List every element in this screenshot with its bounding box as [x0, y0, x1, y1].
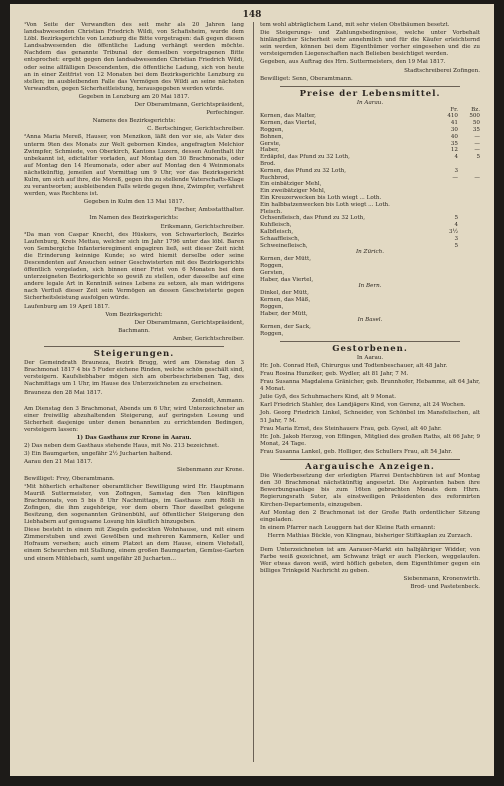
price-row: [260, 175, 480, 182]
price-value: 410: [447, 113, 458, 120]
auction-item: 2) Das neben dem Gasthaus stehende Haus, mit No. 213 bezeichnet.: [24, 443, 220, 450]
signature: Bachmann.: [118, 327, 150, 334]
price-row: [260, 297, 480, 304]
price-item: Kernen, der Sack,: [260, 324, 311, 331]
price-item: Gersten,: [260, 269, 285, 276]
price-subheading: In Basel.: [357, 317, 383, 324]
price-item: Ein zweibätziger Mehl,: [260, 188, 326, 195]
death-entry: Frau Rosina Hunziker, geb. Wydler, alt 81 Jahr, 7 M.: [260, 371, 409, 378]
signature: C. Bertschinger, Gerichtschreiber.: [147, 126, 244, 133]
announcement: Dem Unterzeichneten ist am Aarauer-Markt ein halbjähriger Widder, von Farbe weiß gezeichnet, am Schwanz trägt er auch Flecken, weggelaufen. Wer etwas davon weiß, wird höflich gebeten, dem Eigenthümer gegen ein billiges Trinkgeld Nachricht zu geben.: [260, 546, 480, 575]
approval-note: Bewilliget: Senn, Oberamtmann.: [260, 75, 353, 82]
price-value: [458, 215, 480, 222]
signature: Siebenmann zur Krone.: [177, 467, 244, 474]
price-item: Fleisch.: [260, 208, 283, 215]
price-value: [458, 195, 480, 202]
price-item: Haber, der Mütt,: [260, 310, 308, 317]
notice-wildi: ¹Von Seite der Verwandten des seit mehr als 20 Jahren lang landsabwesenden Christian Friedrich Wildi, von Schafisheim, wurde dem Löbl. Bezirksgerichte von Lenzburg die Bitte vorgetragen: daß gegen diesen Landsabwesenden die öffentliche Ladung verhängt werden möchte. Nachdem das genannte Tribunal der demselben vorgetragenen Bitte entsprochet: ergeht gegen den landsabwesenden Christian Friedrich Wildi, oder seine allfälligen Descendenten, die öffentliche Ladung, sich von heute an in einer Zeitfrist von 12 Monaten bei dem Bezirksgerichte Lenzburg zu stellen; im ausbleibenden Falle das Vermögen des Wildi an seine nächsten Verwandten, gegen Sicherheitleistung, herausgegeben werden würde.: [24, 22, 244, 92]
price-value: [458, 181, 480, 188]
price-value: [458, 256, 480, 263]
price-value: 5: [454, 242, 458, 249]
signature: Perfechinger.: [206, 110, 244, 117]
price-value: [458, 243, 480, 250]
price-value: [436, 256, 458, 263]
death-entry: Hr. Joh. Conrad Heß, Chirurgus und Todtenbeschauer, alt 48 Jahr.: [260, 362, 448, 369]
price-value: [458, 331, 480, 338]
signature: Der Oberamtmann, Gerichtspräsident,: [134, 319, 244, 326]
auction-notice: Der Gemeindrath Brauneza, Bezirk Brugg, wird am Dienstag den 3 Brachmonat 1817 4 bis 5 Fuder eichene Rinden, welche schön geschält sind, versteigern. Kaufsliebhaber mögen sich am oberbeschriebenen Tag, des Nachmittags um 1 Uhr, im Hause des Unterzeichneten zu erscheinen.: [24, 360, 244, 388]
notice-date: Laufenburg am 19 April 1817.: [24, 303, 110, 310]
price-item: Roggen,: [260, 330, 284, 337]
price-value: 5: [476, 154, 480, 161]
price-value: [458, 202, 480, 209]
notice-date: Brauneza den 28 Mai 1817.: [24, 389, 103, 396]
price-value: [436, 304, 458, 311]
auction-conditions: Die Steigerungs- und Zahlungsbedingnisse, welche unter Vorbehalt hinlänglicher Sicherheit sehr annehmlich und für die Käufer erleichternd sein werden, können bei dem Eigenthümer vorher eingesehen und die zu versteigernden Liegenschaften nach Belieben besichtiget werden.: [260, 30, 480, 58]
price-row: [260, 127, 480, 134]
price-value: [458, 229, 480, 236]
price-value: 12: [450, 147, 458, 154]
price-value: [458, 168, 480, 175]
approval-note: Bewilliget: Frey, Oberamtmann.: [24, 475, 115, 482]
price-row: [260, 168, 480, 175]
death-entry: Frau Maria Ernst, des Steinhauers Frau, geb. Gysel, alt 40 Jahr.: [260, 425, 442, 432]
price-row: [260, 256, 480, 263]
price-table: [260, 100, 480, 338]
section-rule: [280, 86, 460, 87]
price-value: 4: [454, 222, 458, 229]
price-item: Erdäpfel, das Pfund zu 32 Loth,: [260, 154, 350, 161]
price-row: [260, 209, 480, 216]
signature: Namens des Bezirksgerichts:: [92, 118, 176, 125]
price-row: [260, 311, 480, 318]
price-value: —: [474, 174, 480, 181]
price-value: 4: [454, 154, 458, 161]
price-value: 3: [454, 167, 458, 174]
price-item: Brod.: [260, 161, 276, 168]
notice-date: Gegeben, aus Auftrag des Hrn. Suttermeisters, den 19 Mai 1817.: [260, 59, 446, 66]
signature: Siebenmann, Kronenwirth.: [403, 576, 480, 583]
notice-knecht: ³Da man von Caspar Knecht, des Hüskers, von Schwarterloch, Bezirks Laufenburg, Kreis Mettau, welcher sich im Jahr 1796 unter das löbl. Baren von Sembergiche Infanterieregiment engagiren ließ, seit dieser Zeit nicht die Erinderung keinnige Kunde; so wird hiemit derselbe oder seine Descendenten auf Ansuchen seiner Geschwisterten mit des Bezirksgerichts öffentlich vorgeladen, sich binnen einer Frist von 6 Monaten bei dem unterzeigneten Bezirksgerichte so gewiß zu stellen, oder dasselbe auf eine andere legale Art in Kenntniß seines Lebens zu setzen, als man widrigens nach Verfluß dieser Zeit sein Vermögen an dessen Geschwisterte gegen Sicherheitsleistung ausfolgen würde.: [24, 231, 244, 302]
price-value: 41: [450, 120, 458, 127]
price-item: Roggen,: [260, 262, 284, 269]
price-value: 3½: [449, 228, 458, 235]
auction-item: 3) Ein Baumgarten, ungefähr 2½ Jucharten haltend.: [24, 451, 173, 458]
price-item: Kernen, das Mäß,: [260, 296, 311, 303]
price-value: 50: [472, 120, 480, 127]
price-value: [458, 270, 480, 277]
price-value: [458, 236, 480, 243]
price-subheading: In Aarau.: [356, 99, 384, 106]
price-value: 5: [454, 215, 458, 222]
price-value: [436, 277, 458, 284]
price-value: [458, 297, 480, 304]
price-row: [260, 113, 480, 120]
notice-meress: ²Anna Maria Mereß, Hauser, von Menzikon, läßt den vor sie, als Vater des unterm 9ten des Monats zur Welt gebornen Kindes, angefragten Melchior Zwimpfer, Schmiede, von Oberkirch, Kantons Luzern, dessen Aufenthalt ihr unbekannt ist, edictaliter vorladen, auf Montag den 30 Brachmonats, oder auf Montag den 14 Heumonats, oder aber auf Montag den 4 Weinmonats nächstkünftig, jemeilen auf Vormittag um 9 Uhr, vor das Bezirksgericht Kulm, um sich auf ihre, die Mereß, gegen ihn zu stellende Vaterschafts-Klage zu verantworten; ausbleibenden Falls würde gegen ihne, Zwimpfer, verfahret werden, was Rechtens ist.: [24, 134, 244, 198]
price-value: [458, 290, 480, 297]
price-units: Fr. Bz.: [450, 106, 480, 113]
price-value: [436, 181, 458, 188]
price-value: [458, 324, 480, 331]
price-value: —: [452, 174, 458, 181]
price-item: Kuhfleisch,: [260, 222, 292, 229]
left-column: [24, 22, 244, 564]
price-value: 30: [450, 127, 458, 134]
price-row: [260, 304, 480, 311]
price-value: —: [474, 133, 480, 140]
price-item: Kernen, der Mütt,: [260, 256, 312, 263]
section-rule: [280, 341, 460, 342]
section-heading-steigerungen: Steigerungen.: [93, 349, 175, 360]
deaths-place: In Aarau.: [356, 354, 384, 361]
price-value: [436, 324, 458, 331]
signature: Der Oberamtmann, Gerichtspräsident,: [134, 102, 244, 109]
price-value: [436, 270, 458, 277]
price-value: [458, 222, 480, 229]
auction-item: 1) Das Gasthaus zur Krone in Aarau.: [76, 435, 192, 442]
price-row: [260, 181, 480, 188]
price-value: 500: [469, 113, 480, 120]
death-entry: Hr. Joh. Jakob Herzog, von Eflingen, Mitglied des großen Raths, alt 66 Jahr, 9 Monat, 24 Tage.: [260, 433, 480, 447]
signature: Stadtschreiberei Zofingen.: [404, 67, 480, 74]
auction-notice: ¹Mit höherlich erhaltener oberamtlicher Bewilligung wird Hr. Hauptmann Mauriß Suttermeister, von Zofingen, Samstag den 7ten künftigen Brachmonats, von 5 bis 8 Uhr Nachmittags, im Gasthaus zum Rößli in Zofingen, die ihm zugehörige, vor dem obern Thor daselbst gelegene Besitzung, den sogenannten Grünenbühl, auf öffentlicher Steigerung den Liebhabern auf genugsame Losung hin käuflich hinzugeben.: [24, 483, 244, 526]
price-row: [260, 161, 480, 168]
price-row: [260, 215, 480, 222]
price-item: Kernen, das Viertel,: [260, 120, 317, 127]
price-row: [260, 331, 480, 338]
price-row: [260, 154, 480, 161]
price-value: [458, 263, 480, 270]
announcement: Die Wiederbesetzung der erledigten Pfarrei Dentschbüren ist auf Montag den 30 Brachmonat nächstkünftig angesetzt. Die Aspiranten haben ihre Bewerbungsanlage bis zum 16ten gebrachten Monats dem Hhrn. Regierungsrath Suter, als einstweiligen Präsidenten des reformirten Kirchen-Departements, einzugeben.: [260, 473, 480, 508]
price-value: [458, 277, 480, 284]
newspaper-page: [10, 4, 494, 776]
price-row: [260, 222, 480, 229]
price-item: Ein einbätziger Mehl,: [260, 181, 322, 188]
price-value: [458, 304, 480, 311]
signature: Vom Bezirksgericht:: [105, 311, 163, 318]
price-value: [436, 297, 458, 304]
signature: Zenoldt, Ammann.: [191, 397, 244, 404]
section-rule: [44, 346, 224, 347]
right-column: [260, 22, 480, 593]
death-entry: Julie Gyß, des Schuhmachers Kind, alt 9 Monat.: [260, 394, 397, 401]
price-value: 40: [450, 133, 458, 140]
signature: Brod- und Pastetenbeck.: [410, 584, 480, 591]
price-item: Ochsenfleisch, das Pfund zu 32 Loth,: [260, 215, 365, 222]
price-value: —: [474, 147, 480, 154]
section-rule: [280, 543, 460, 544]
price-item: Ein Kreuzerwecken bis Loth wiegt ... Loth.: [260, 195, 382, 201]
death-entry: Frau Susanna Magdalena Gränicher, geb. Brunnhofer, Hebamme, alt 64 Jahr, 4 Monat.: [260, 379, 480, 393]
price-value: [436, 202, 458, 209]
price-item: Roggen,: [260, 303, 284, 310]
price-value: [436, 263, 458, 270]
price-value: [436, 331, 458, 338]
price-value: [436, 290, 458, 297]
announcement: In einem Pfarrer nach Leuggern hat der Kleine Rath ernannt:: [260, 524, 436, 531]
price-item: Haber,: [260, 147, 279, 154]
price-value: [436, 195, 458, 202]
price-item: Schweinefleisch,: [260, 242, 308, 249]
continued-text: tem wohl abträglichem Land, mit sehr vielen Obstbäumen besetzt.: [260, 22, 450, 28]
section-heading-prices: Preise der Lebensmittel.: [299, 88, 441, 99]
auction-notice: Diese besteht in einem mit Ziegeln gedeckten Wohnhause, und mit einem Zimmerstuben und zwei Gewölben und mehreren Kammern, Keller und Hofraum versehen; auch einem Platzet an dem Hause, einem Viehstall, einem Scheurchen mit Stallung, einem großen Baumgarten, Gemüse-Garten und einem Mühlebach, samt ungefähr 28 Jucharten...: [24, 527, 244, 562]
death-entry: Karl Friedrich Stahler, des Landjägers Kind, von Gerenz, alt 24 Wochen.: [260, 402, 466, 409]
price-value: [458, 209, 480, 216]
price-value: [436, 209, 458, 216]
column-divider: [253, 22, 254, 762]
section-rule: [280, 459, 460, 460]
section-heading-deaths: Gestorbenen.: [332, 343, 408, 354]
price-row: [260, 263, 480, 270]
price-row: [260, 290, 480, 297]
notice-date: Gegeben in Lenzburg am 20 Mai 1817.: [78, 93, 190, 100]
price-value: [458, 188, 480, 195]
price-item: Ein halbbatzenwecken bis Loth wiegt ... Loth.: [260, 201, 390, 208]
price-value: [436, 161, 458, 168]
price-row: [260, 236, 480, 243]
price-item: Bohnen,: [260, 133, 284, 140]
price-item: Kernen, das Malter,: [260, 113, 316, 120]
signature: Fischer, Amtsstatthalter.: [174, 207, 244, 214]
price-row: [260, 202, 480, 209]
price-value: [436, 188, 458, 195]
price-subheading: In Bern.: [358, 283, 382, 290]
price-value: —: [474, 140, 480, 147]
price-row: [260, 324, 480, 331]
notice-date: Aarau den 21 Mai 1817.: [24, 459, 93, 466]
price-row: [260, 147, 480, 154]
price-item: Dinkel, der Mütt,: [260, 290, 309, 297]
signature: Eriksmann, Gerichtschreiber.: [160, 223, 244, 230]
announcement: Herrn Mathias Bückle, von Klingnau, bisheriger Stiftkaplan zu Zurzach.: [267, 532, 473, 539]
notice-date: Gegeben in Kulm den 13 Mai 1817.: [83, 199, 185, 206]
price-item: Haber, das Viertel,: [260, 276, 314, 283]
announcement: Auf Montag den 2 Brachmonat ist der Große Rath ordentlicher Sitzung eingeladen.: [260, 509, 480, 523]
price-value: [458, 161, 480, 168]
auction-notice: Am Dienstag den 3 Brachmonat, Abends um 6 Uhr, wird Unterzeichneter an einer freiwillig abzuhaltenden Steigerung, auf geringsten Losung und Sicherheit dasjenige unter denen benannten zu errichtenden Bedingen, versteigern lassen:: [24, 405, 244, 433]
price-row: [260, 134, 480, 141]
price-value: 35: [472, 127, 480, 134]
price-value: 35: [450, 140, 458, 147]
price-subheading: In Zürich.: [355, 249, 385, 256]
signature: Im Namen des Bezirksgerichts:: [89, 215, 179, 222]
page-number: 148: [242, 10, 262, 20]
price-row: [260, 270, 480, 277]
price-value: 3: [454, 235, 458, 242]
price-item: Roggen,: [260, 127, 284, 134]
price-value: [436, 311, 458, 318]
price-item: Kernen, das Pfund zu 32 Loth,: [260, 167, 346, 174]
price-item: Gerste,: [260, 140, 281, 147]
price-row: [260, 277, 480, 284]
death-entry: Frau Susanna Lankel, geb. Holliger, des Schullers Frau, alt 54 Jahr.: [260, 448, 453, 455]
price-row: [260, 243, 480, 250]
section-heading-announcements: Aargauische Anzeigen.: [305, 462, 435, 473]
price-item: Schaaffleisch,: [260, 235, 300, 242]
price-row: [260, 229, 480, 236]
price-row: [260, 120, 480, 127]
price-value: [458, 311, 480, 318]
price-item: Ruchbrod,: [260, 174, 290, 181]
price-item: Kalbfleisch,: [260, 228, 294, 235]
price-row: [260, 195, 480, 202]
signature: Amber, Gerichtschreiber.: [172, 335, 244, 342]
death-entry: Joh. Georg Friedrich Linkel, Schneider, von Schönbel im Mansfelischen, alt 51 Jahr, 7 M.: [260, 410, 480, 424]
price-row: [260, 141, 480, 148]
price-row: [260, 188, 480, 195]
